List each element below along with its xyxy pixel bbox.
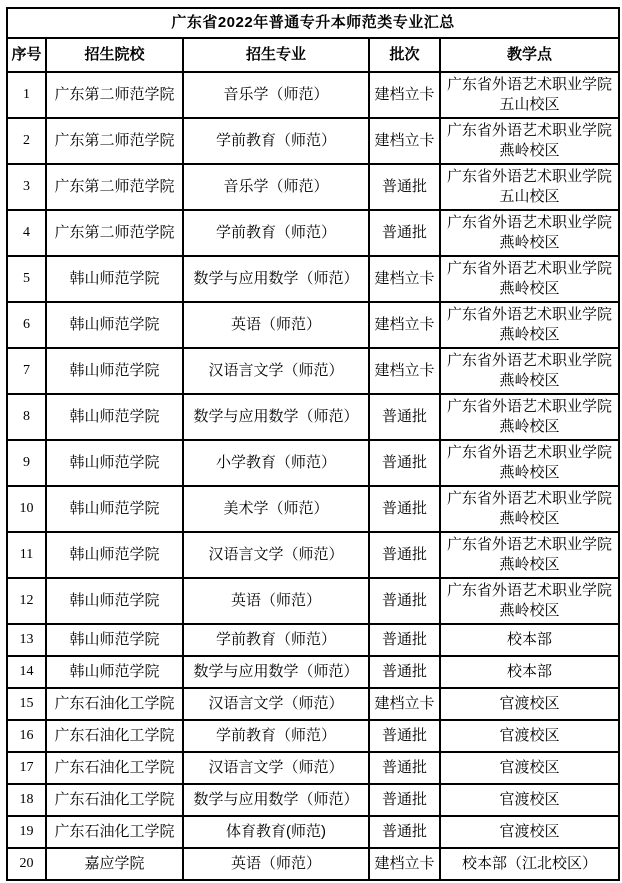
- cell-college: 韩山师范学院: [46, 624, 183, 656]
- table-row: [7, 210, 619, 256]
- table-row: [7, 532, 619, 578]
- cell-college: 嘉应学院: [46, 848, 183, 880]
- table-row: [7, 688, 619, 720]
- cell-batch: 建档立卡: [369, 348, 440, 394]
- cell-batch: 普通批: [369, 816, 440, 848]
- header-major: 招生专业: [183, 38, 369, 72]
- cell-batch: 普通批: [369, 578, 440, 624]
- cell-major: 英语（师范）: [183, 848, 369, 880]
- table-row: [7, 656, 619, 688]
- cell-site: 官渡校区: [440, 752, 619, 784]
- cell-batch: 普通批: [369, 532, 440, 578]
- majors-summary-table: [6, 7, 620, 881]
- cell-batch: 普通批: [369, 394, 440, 440]
- cell-seq: 17: [7, 752, 46, 784]
- table-row: [7, 256, 619, 302]
- cell-major: 汉语言文学（师范）: [183, 532, 369, 578]
- table-row: [7, 72, 619, 118]
- table-row: [7, 440, 619, 486]
- cell-college: 广东第二师范学院: [46, 164, 183, 210]
- cell-batch: 普通批: [369, 656, 440, 688]
- cell-seq: 3: [7, 164, 46, 210]
- cell-site: 官渡校区: [440, 688, 619, 720]
- table-row: [7, 118, 619, 164]
- cell-seq: 11: [7, 532, 46, 578]
- cell-batch: 普通批: [369, 624, 440, 656]
- cell-batch: 普通批: [369, 486, 440, 532]
- cell-college: 韩山师范学院: [46, 656, 183, 688]
- cell-major: 汉语言文学（师范）: [183, 348, 369, 394]
- cell-site: 校本部: [440, 656, 619, 688]
- cell-site: 广东省外语艺术职业学院燕岭校区: [440, 394, 619, 440]
- cell-site: 广东省外语艺术职业学院燕岭校区: [440, 302, 619, 348]
- cell-major: 数学与应用数学（师范）: [183, 656, 369, 688]
- cell-batch: 普通批: [369, 440, 440, 486]
- cell-major: 汉语言文学（师范）: [183, 752, 369, 784]
- cell-college: 广东第二师范学院: [46, 118, 183, 164]
- header-batch: 批次: [369, 38, 440, 72]
- cell-college: 韩山师范学院: [46, 302, 183, 348]
- cell-seq: 10: [7, 486, 46, 532]
- cell-site: 官渡校区: [440, 816, 619, 848]
- cell-site: 广东省外语艺术职业学院燕岭校区: [440, 440, 619, 486]
- table-row: [7, 348, 619, 394]
- table-title: 广东省2022年普通专升本师范类专业汇总: [7, 8, 619, 38]
- cell-seq: 14: [7, 656, 46, 688]
- cell-seq: 18: [7, 784, 46, 816]
- table-row: [7, 394, 619, 440]
- cell-batch: 建档立卡: [369, 256, 440, 302]
- cell-batch: 建档立卡: [369, 118, 440, 164]
- cell-batch: 建档立卡: [369, 688, 440, 720]
- cell-seq: 2: [7, 118, 46, 164]
- cell-major: 学前教育（师范）: [183, 624, 369, 656]
- cell-college: 韩山师范学院: [46, 578, 183, 624]
- cell-college: 韩山师范学院: [46, 394, 183, 440]
- cell-seq: 15: [7, 688, 46, 720]
- cell-college: 广东第二师范学院: [46, 72, 183, 118]
- cell-college: 韩山师范学院: [46, 348, 183, 394]
- cell-seq: 16: [7, 720, 46, 752]
- cell-site: 广东省外语艺术职业学院燕岭校区: [440, 578, 619, 624]
- header-seq: 序号: [7, 38, 46, 72]
- table-row: [7, 302, 619, 348]
- cell-site: 广东省外语艺术职业学院燕岭校区: [440, 486, 619, 532]
- table-body: [7, 72, 619, 880]
- cell-site: 广东省外语艺术职业学院燕岭校区: [440, 256, 619, 302]
- header-site: 教学点: [440, 38, 619, 72]
- header-college: 招生院校: [46, 38, 183, 72]
- cell-seq: 1: [7, 72, 46, 118]
- cell-major: 数学与应用数学（师范）: [183, 784, 369, 816]
- cell-seq: 5: [7, 256, 46, 302]
- cell-site: 官渡校区: [440, 784, 619, 816]
- table-row: [7, 624, 619, 656]
- cell-seq: 19: [7, 816, 46, 848]
- cell-college: 韩山师范学院: [46, 256, 183, 302]
- table-row: [7, 816, 619, 848]
- cell-site: 广东省外语艺术职业学院五山校区: [440, 72, 619, 118]
- cell-batch: 建档立卡: [369, 848, 440, 880]
- table-row: [7, 578, 619, 624]
- table-row: [7, 720, 619, 752]
- cell-major: 英语（师范）: [183, 302, 369, 348]
- cell-major: 音乐学（师范）: [183, 164, 369, 210]
- cell-seq: 20: [7, 848, 46, 880]
- cell-college: 韩山师范学院: [46, 532, 183, 578]
- table-row: [7, 752, 619, 784]
- table-row: [7, 848, 619, 880]
- cell-college: 韩山师范学院: [46, 440, 183, 486]
- cell-batch: 普通批: [369, 164, 440, 210]
- cell-batch: 普通批: [369, 720, 440, 752]
- cell-batch: 建档立卡: [369, 302, 440, 348]
- table-row: [7, 164, 619, 210]
- cell-site: 广东省外语艺术职业学院燕岭校区: [440, 210, 619, 256]
- cell-major: 音乐学（师范）: [183, 72, 369, 118]
- cell-major: 小学教育（师范）: [183, 440, 369, 486]
- cell-major: 数学与应用数学（师范）: [183, 256, 369, 302]
- cell-college: 广东第二师范学院: [46, 210, 183, 256]
- title-row: [7, 8, 619, 38]
- cell-seq: 6: [7, 302, 46, 348]
- cell-college: 韩山师范学院: [46, 486, 183, 532]
- header-row: [7, 38, 619, 72]
- cell-major: 数学与应用数学（师范）: [183, 394, 369, 440]
- cell-major: 学前教育（师范）: [183, 210, 369, 256]
- cell-batch: 普通批: [369, 752, 440, 784]
- cell-major: 学前教育（师范）: [183, 118, 369, 164]
- cell-batch: 普通批: [369, 784, 440, 816]
- cell-major: 英语（师范）: [183, 578, 369, 624]
- cell-major: 汉语言文学（师范）: [183, 688, 369, 720]
- table-row: [7, 784, 619, 816]
- table-row: [7, 486, 619, 532]
- cell-seq: 4: [7, 210, 46, 256]
- cell-college: 广东石油化工学院: [46, 688, 183, 720]
- cell-college: 广东石油化工学院: [46, 816, 183, 848]
- cell-site: 校本部（江北校区）: [440, 848, 619, 880]
- cell-site: 广东省外语艺术职业学院燕岭校区: [440, 118, 619, 164]
- cell-seq: 12: [7, 578, 46, 624]
- cell-site: 校本部: [440, 624, 619, 656]
- cell-major: 体育教育(师范): [183, 816, 369, 848]
- cell-seq: 7: [7, 348, 46, 394]
- cell-seq: 8: [7, 394, 46, 440]
- cell-batch: 建档立卡: [369, 72, 440, 118]
- cell-college: 广东石油化工学院: [46, 752, 183, 784]
- cell-major: 学前教育（师范）: [183, 720, 369, 752]
- cell-site: 广东省外语艺术职业学院燕岭校区: [440, 348, 619, 394]
- cell-college: 广东石油化工学院: [46, 720, 183, 752]
- cell-major: 美术学（师范）: [183, 486, 369, 532]
- cell-college: 广东石油化工学院: [46, 784, 183, 816]
- cell-site: 广东省外语艺术职业学院燕岭校区: [440, 532, 619, 578]
- cell-site: 广东省外语艺术职业学院五山校区: [440, 164, 619, 210]
- cell-site: 官渡校区: [440, 720, 619, 752]
- cell-batch: 普通批: [369, 210, 440, 256]
- cell-seq: 13: [7, 624, 46, 656]
- cell-seq: 9: [7, 440, 46, 486]
